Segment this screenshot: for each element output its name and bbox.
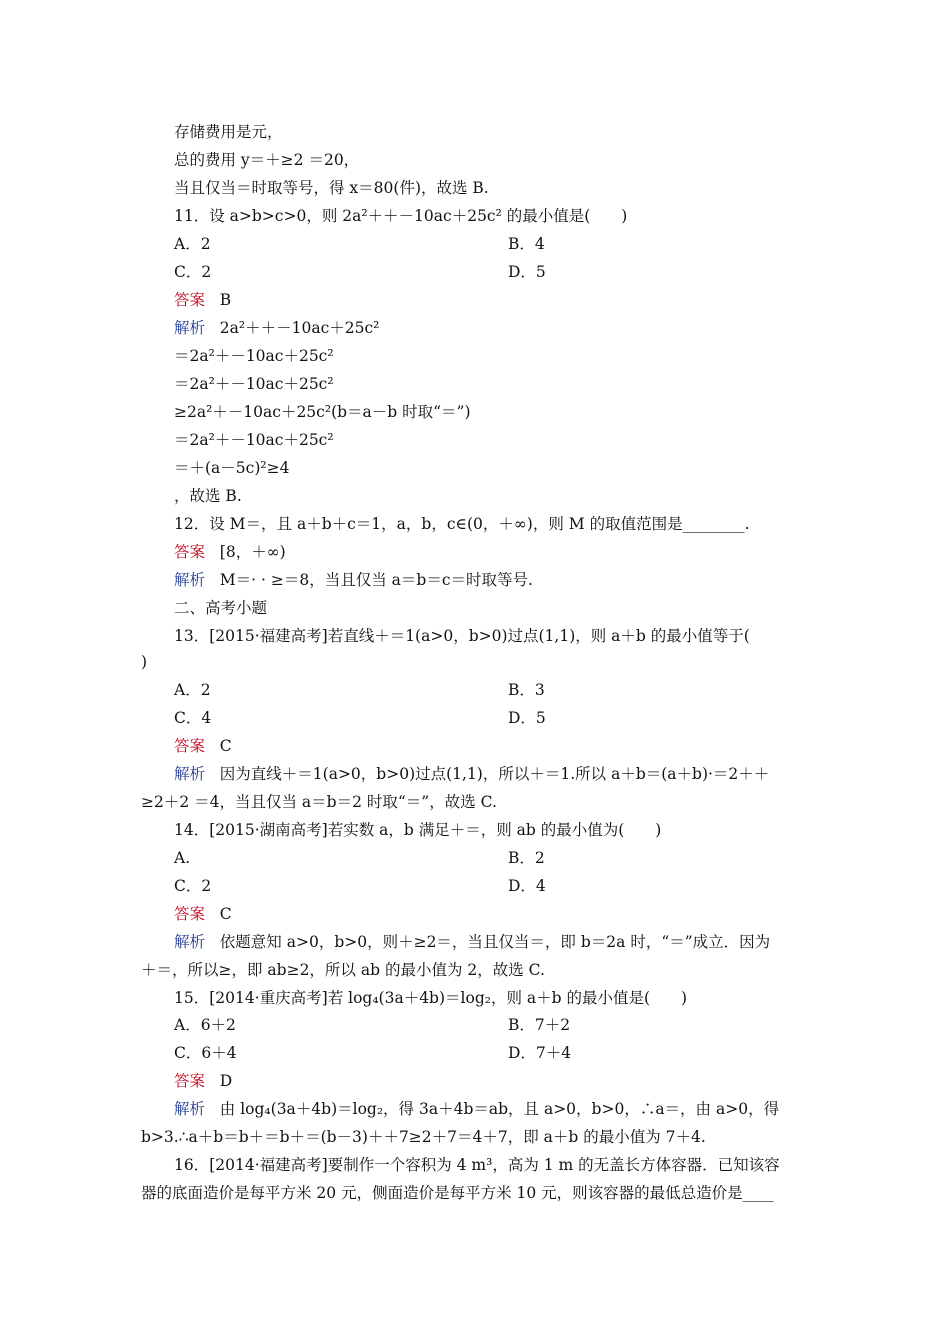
option-b: B．2 [508,849,545,867]
text-line: ≥2＋2 ＝4，当且仅当 a＝b＝2 时取“＝”，故选 C. [141,793,497,811]
text-line: ＋＝，所以≥，即 ab≥2，所以 ab 的最小值为 2，故选 C. [141,961,545,979]
analysis-text: 2a²＋＋－10ac＋25c² [219,319,380,337]
answer-row [174,542,286,562]
option-c: C．6＋4 [174,1044,237,1062]
option-d: D．7＋4 [508,1044,572,1062]
option-d: D．4 [508,877,546,895]
option-c: C．2 [174,263,212,281]
analysis-label: 解析 [174,571,206,589]
text-line: ≥2a²＋－10ac＋25c²(b＝a－b 时取“＝”) [174,403,471,421]
option-d: D．5 [508,263,546,281]
text-line: 总的费用 y＝＋≥2 ＝20， [174,151,360,169]
answer-label: 答案 [174,1072,206,1090]
text-line: ，故选 B. [174,487,242,505]
text-line: ＝2a²＋－10ac＋25c² [174,375,334,393]
answer-row [174,736,232,756]
text-line: b>3.∴a＋b＝b＋＝b＋＝(b－3)＋＋7≥2＋7＝4＋7，即 a＋b 的最小值为 7＋4. [141,1128,706,1146]
text-line: ＝2a²＋－10ac＋25c² [174,347,334,365]
option-a: A．2 [174,235,211,253]
question-11: 11．设 a>b>c>0，则 2a²＋＋－10ac＋25c² 的最小值是( ) [174,207,628,225]
answer-value: C [219,905,232,923]
analysis-label: 解析 [174,1100,206,1118]
analysis-label: 解析 [174,319,206,337]
text-line: ) [141,653,148,671]
option-b: B．4 [508,235,545,253]
section-heading: 二、高考小题 [174,599,268,617]
answer-value: [8，＋∞) [219,543,286,561]
answer-row [174,904,232,924]
option-a: A. [174,849,191,867]
analysis-text: 因为直线＋＝1(a>0，b>0)过点(1,1)，所以＋＝1.所以 a＋b＝(a＋b)·＝2＋＋ [219,765,770,783]
option-c: C．4 [174,709,212,727]
analysis-row [174,932,770,952]
analysis-text: M＝· · ≥＝8，当且仅当 a＝b＝c＝时取等号. [219,571,533,589]
text-line: 器的底面造价是每平方米 20 元，侧面造价是每平方米 10 元，则该容器的最低总造价是____ [141,1184,774,1202]
option-b: B．7＋2 [508,1016,571,1034]
answer-label: 答案 [174,543,206,561]
analysis-text: 由 log₄(3a＋4b)＝log₂，得 3a＋4b＝ab，且 a>0，b>0，∴a＝，由 a>0，得 [219,1100,780,1118]
analysis-label: 解析 [174,933,206,951]
question-12: 12．设 M＝，且 a＋b＋c＝1，a，b，c∈(0，＋∞)，则 M 的取值范围是________. [174,515,750,533]
option-a: A．2 [174,681,211,699]
answer-value: B [219,291,232,309]
text-line: ＝2a²＋－10ac＋25c² [174,431,334,449]
answer-value: C [219,737,232,755]
answer-label: 答案 [174,905,206,923]
text-line: 存储费用是元， [174,123,283,141]
analysis-row [174,764,769,784]
answer-value: D [219,1072,233,1090]
answer-label: 答案 [174,291,206,309]
text-line: 当且仅当＝时取等号，得 x＝80(件)，故选 B. [174,179,489,197]
question-14: 14．[2015·湖南高考]若实数 a，b 满足＋＝，则 ab 的最小值为( ) [174,821,662,839]
text-line: ＝＋(a－5c)²≥4 [174,459,290,477]
option-a: A．6＋2 [174,1016,236,1034]
analysis-text: 依题意知 a>0，b>0，则＋≥2＝，当且仅当＝，即 b＝2a 时，“＝”成立．因为 [219,933,771,951]
answer-label: 答案 [174,737,206,755]
question-15: 15．[2014·重庆高考]若 log₄(3a＋4b)＝log₂，则 a＋b 的最小值是( ) [174,989,688,1007]
option-d: D．5 [508,709,546,727]
analysis-row [174,318,379,338]
analysis-row [174,1099,779,1119]
answer-row [174,1071,232,1091]
answer-row [174,290,231,310]
question-13: 13．[2015·福建高考]若直线＋＝1(a>0，b>0)过点(1,1)，则 a＋b 的最小值等于( [174,627,750,645]
analysis-label: 解析 [174,765,206,783]
option-b: B．3 [508,681,545,699]
analysis-row [174,570,533,590]
question-16: 16．[2014·福建高考]要制作一个容积为 4 m³，高为 1 m 的无盖长方体容器．已知该容 [174,1156,780,1174]
option-c: C．2 [174,877,212,895]
